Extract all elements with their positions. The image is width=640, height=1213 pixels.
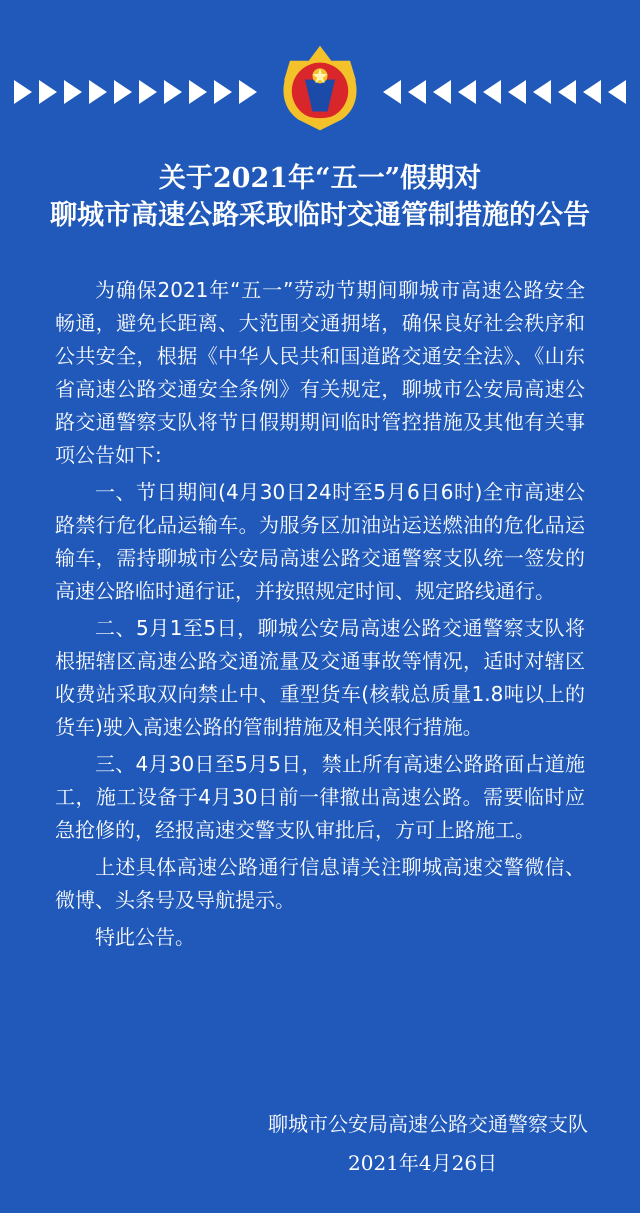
chevron-left-icon	[383, 80, 401, 104]
left-wing-chevrons	[14, 78, 257, 106]
chevron-left-icon	[558, 80, 576, 104]
body-paragraph: 上述具体高速公路通行信息请关注聊城高速交警微信、微博、头条号及导航提示。	[55, 855, 585, 912]
header	[0, 0, 640, 150]
chevron-left-icon	[483, 80, 501, 104]
chevron-right-icon	[164, 80, 182, 104]
chevron-left-icon	[408, 80, 426, 104]
chevron-right-icon	[239, 80, 257, 104]
chevron-right-icon	[189, 80, 207, 104]
chevron-right-icon	[39, 80, 57, 104]
signature-date: 2021年4月26日	[348, 1151, 498, 1175]
chevron-left-icon	[508, 80, 526, 104]
announcement-title	[0, 160, 640, 234]
title-line-2: 聊城市高速公路采取临时交通管制措施的公告	[50, 200, 590, 231]
chevron-left-icon	[608, 80, 626, 104]
body-paragraph: 一、节日期间(4月30日24时至5月6日6时)全市高速公路禁行危化品运输车。为服务区加油站运送燃油的危化品运输车，需持聊城市公安局高速公路交通警察支队统一签发的高速公路临时通行证，并按照规定时间、规定路线通行。	[55, 480, 585, 603]
chevron-right-icon	[114, 80, 132, 104]
body-paragraph: 特此公告。	[95, 925, 195, 949]
signature-organization: 聊城市公安局高速公路交通警察支队	[268, 1112, 588, 1136]
chevron-left-icon	[458, 80, 476, 104]
police-emblem-icon	[273, 42, 367, 136]
title-line-1: 关于2021年“五一”假期对	[158, 163, 482, 194]
chevron-right-icon	[139, 80, 157, 104]
body-paragraph: 为确保2021年“五一”劳动节期间聊城市高速公路安全畅通，避免长距离、大范围交通拥堵，确保良好社会秩序和公共安全，根据《中华人民共和国道路交通安全法》、《山东省高速公路交通安全条例》有关规定，聊城市公安局高速公路交通警察支队将节日假期期间临时管控措施及其他有关事项公告如下:	[55, 278, 585, 467]
chevron-right-icon	[214, 80, 232, 104]
body-paragraph: 三、4月30日至5月5日，禁止所有高速公路路面占道施工，施工设备于4月30日前一律撤出高速公路。需要临时应急抢修的，经报高速交警支队审批后，方可上路施工。	[55, 752, 585, 842]
chevron-right-icon	[89, 80, 107, 104]
chevron-left-icon	[433, 80, 451, 104]
chevron-left-icon	[583, 80, 601, 104]
announcement-body	[55, 274, 585, 958]
chevron-right-icon	[14, 80, 32, 104]
chevron-left-icon	[533, 80, 551, 104]
chevron-right-icon	[64, 80, 82, 104]
body-paragraph: 二、5月1至5日，聊城公安局高速公路交通警察支队将根据辖区高速公路交通流量及交通事故等情况，适时对辖区收费站采取双向禁止中、重型货车(核载总质量1.8吨以上的货车)驶入高速公路的管制措施及相关限行措施。	[55, 616, 585, 739]
right-wing-chevrons	[383, 78, 626, 106]
